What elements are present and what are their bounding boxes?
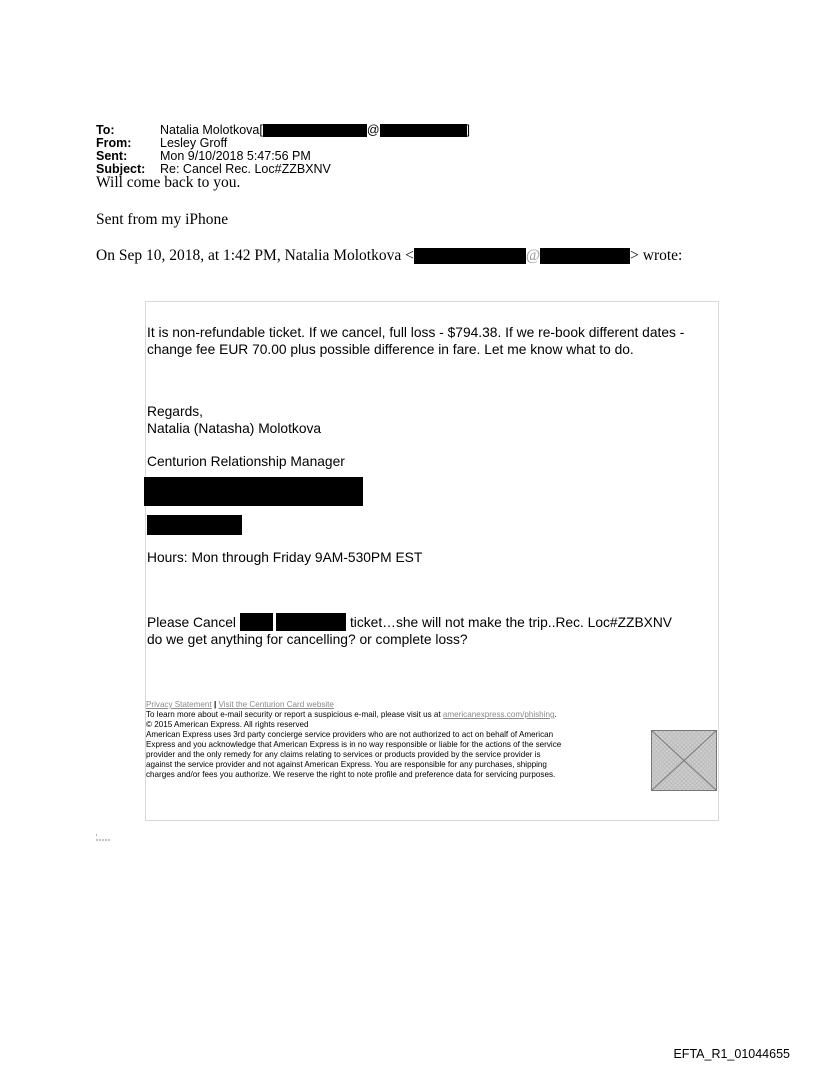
quote-intro-text: On Sep 10, 2018, at 1:42 PM, Natalia Molotkova <: [96, 247, 414, 264]
sent-label: Sent:: [96, 148, 128, 163]
subject-value: Re: Cancel Rec. Loc#ZZBXNV: [160, 161, 331, 176]
quoted-line: change fee EUR 70.00 plus possible difference in fare. Let me know what to do.: [147, 342, 634, 357]
centurion-website-link[interactable]: Visit the Centurion Card website: [218, 700, 334, 709]
quoted-line: It is non-refundable ticket. If we cancel, full loss - $794.38. If we re-book different dates -: [147, 325, 685, 340]
link-separator: |: [213, 700, 217, 709]
to-close: ]: [466, 123, 471, 138]
quoted-message: [145, 301, 719, 821]
redaction-box: [144, 477, 363, 506]
legal-line: provider and the only remedy for any claims relating to services or products provided by the service provider is: [146, 750, 541, 759]
subject-label: Subject:: [96, 161, 146, 176]
broken-image-icon: [651, 730, 717, 791]
legal-disclaimer: [146, 730, 646, 780]
quoted-para-1: [147, 324, 684, 358]
quote-end: > wrote:: [630, 247, 683, 264]
email-header: [96, 124, 470, 175]
cancel-line-1: [147, 613, 672, 631]
redaction-box: [240, 613, 273, 631]
redaction-box: [414, 248, 526, 264]
to-name: Natalia Molotkova[: [160, 123, 263, 138]
quote-at: @: [525, 247, 541, 264]
signature-text: Sent from my iPhone: [96, 211, 229, 228]
redaction-box: [276, 613, 346, 631]
redaction-box: [380, 124, 467, 137]
legal-line: American Express uses 3rd party concierge service providers who are not authorized to act on behalf of American: [146, 730, 554, 739]
redaction-box: [263, 124, 367, 137]
security-line: [146, 710, 646, 720]
reply-text: Will come back to you.: [96, 174, 241, 191]
from-row: [96, 137, 470, 150]
legal-line: against the service provider and not against American Express. You are responsible for any purchases, shipping: [146, 760, 547, 769]
cancel-line-2: do we get anything for cancelling? or complete loss?: [147, 632, 468, 647]
to-at: @: [366, 123, 380, 138]
legal-line: Express and you acknowledge that American Express is in no way responsible or liable for the actions of the service: [146, 740, 562, 749]
sent-row: [96, 150, 470, 163]
redaction-box: [540, 248, 630, 264]
redaction-box: [147, 515, 242, 535]
regards-block: [147, 403, 321, 437]
from-label: From:: [96, 136, 132, 150]
regards-text: Regards,: [147, 404, 203, 419]
copyright-text: © 2015 American Express. All rights reserved: [146, 720, 309, 729]
sent-value: Mon 9/10/2018 5:47:56 PM: [160, 148, 311, 163]
legal-footer: [146, 700, 646, 780]
cancel-suffix: ticket…she will not make the trip..Rec. Loc#ZZBXNV: [349, 614, 673, 630]
from-value: Lesley Groff: [160, 136, 228, 150]
footer-links: [146, 700, 646, 710]
hours-text: Hours: Mon through Friday 9AM-530PM EST: [147, 550, 423, 565]
to-label: To:: [96, 123, 115, 137]
quote-intro: [96, 247, 682, 265]
privacy-statement-link[interactable]: Privacy Statement: [146, 700, 212, 709]
to-row: [96, 124, 470, 137]
sender-title: Centurion Relationship Manager: [147, 454, 345, 469]
sender-name: Natalia (Natasha) Molotkova: [147, 421, 322, 436]
scan-mark-icon: [96, 833, 110, 842]
cancel-request: [147, 613, 672, 648]
cancel-prefix: Please Cancel: [147, 614, 236, 630]
bates-number: EFTA_R1_01044655: [673, 1047, 790, 1061]
legal-line: charges and/or fees you authorize. We reserve the right to note profile and preference data for servicing purposes.: [146, 770, 556, 779]
security-text: To learn more about e-mail security or report a suspicious e-mail, please visit us at: [146, 710, 441, 719]
security-period: .: [554, 710, 557, 719]
phishing-link[interactable]: americanexpress.com/phishing: [442, 710, 555, 719]
